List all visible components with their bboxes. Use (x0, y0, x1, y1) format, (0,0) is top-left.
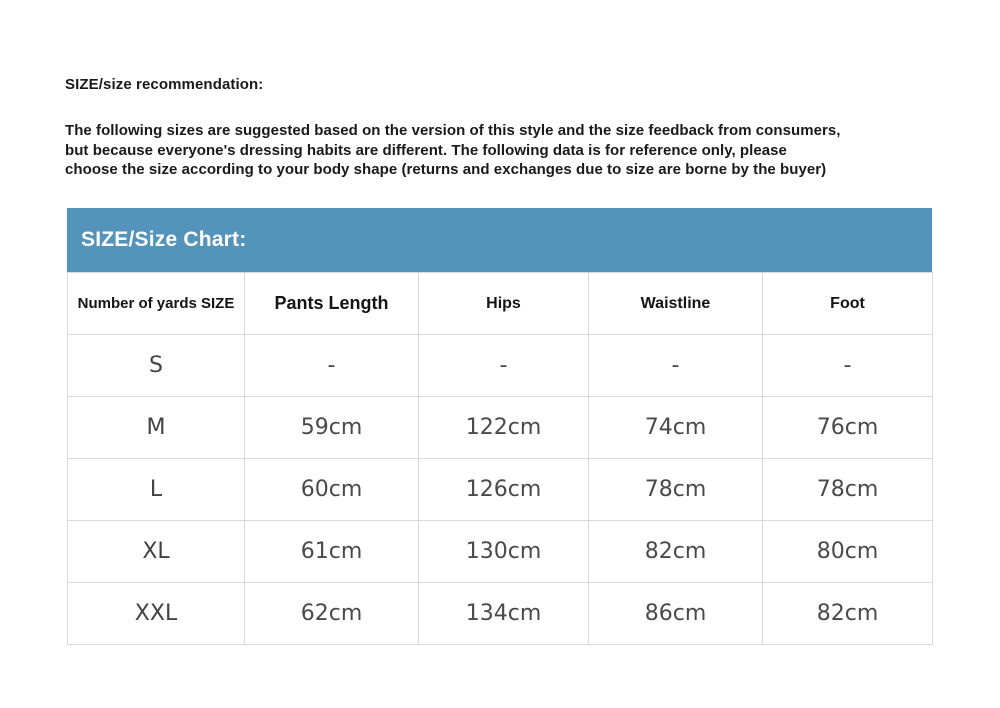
hips-cell: 126cm (419, 459, 589, 521)
pants-length-cell: 59cm (245, 397, 419, 459)
column-header-foot: Foot (763, 273, 933, 335)
foot-cell: 82cm (763, 583, 933, 645)
waistline-cell: 86cm (589, 583, 763, 645)
intro-line-1: The following sizes are suggested based on the version of this style and the size feedback from consumers, (65, 122, 841, 139)
size-table (67, 272, 933, 645)
size-chart-title: SIZE/Size Chart: (81, 228, 247, 251)
column-header-waistline: Waistline (589, 273, 763, 335)
size-chart-banner (67, 208, 932, 272)
waistline-cell: 78cm (589, 459, 763, 521)
pants-length-cell: - (245, 335, 419, 397)
size-cell: XXL (68, 583, 245, 645)
size-cell: XL (68, 521, 245, 583)
foot-cell: 78cm (763, 459, 933, 521)
table-row-xl (68, 521, 933, 583)
waistline-cell: 82cm (589, 521, 763, 583)
hips-cell: - (419, 335, 589, 397)
table-row-xxl (68, 583, 933, 645)
column-header-hips: Hips (419, 273, 589, 335)
size-table-header-row (68, 273, 933, 335)
foot-cell: 80cm (763, 521, 933, 583)
size-chart-section (67, 208, 932, 645)
size-cell: S (68, 335, 245, 397)
pants-length-cell: 62cm (245, 583, 419, 645)
column-header-pants-length: Pants Length (245, 273, 419, 335)
table-row-l (68, 459, 933, 521)
intro-line-3: choose the size according to your body shape (returns and exchanges due to size are borne by the buyer) (65, 161, 827, 178)
size-cell: L (68, 459, 245, 521)
waistline-cell: - (589, 335, 763, 397)
hips-cell: 122cm (419, 397, 589, 459)
pants-length-cell: 61cm (245, 521, 419, 583)
recommendation-heading: SIZE/size recommendation: (65, 76, 264, 93)
foot-cell: 76cm (763, 397, 933, 459)
pants-length-cell: 60cm (245, 459, 419, 521)
size-cell: M (68, 397, 245, 459)
waistline-cell: 74cm (589, 397, 763, 459)
hips-cell: 134cm (419, 583, 589, 645)
foot-cell: - (763, 335, 933, 397)
recommendation-intro (65, 121, 841, 180)
table-row-m (68, 397, 933, 459)
column-header-size: Number of yards SIZE (68, 273, 245, 335)
hips-cell: 130cm (419, 521, 589, 583)
table-row-s (68, 335, 933, 397)
intro-line-2: but because everyone's dressing habits are different. The following data is for reference only, please (65, 141, 787, 159)
